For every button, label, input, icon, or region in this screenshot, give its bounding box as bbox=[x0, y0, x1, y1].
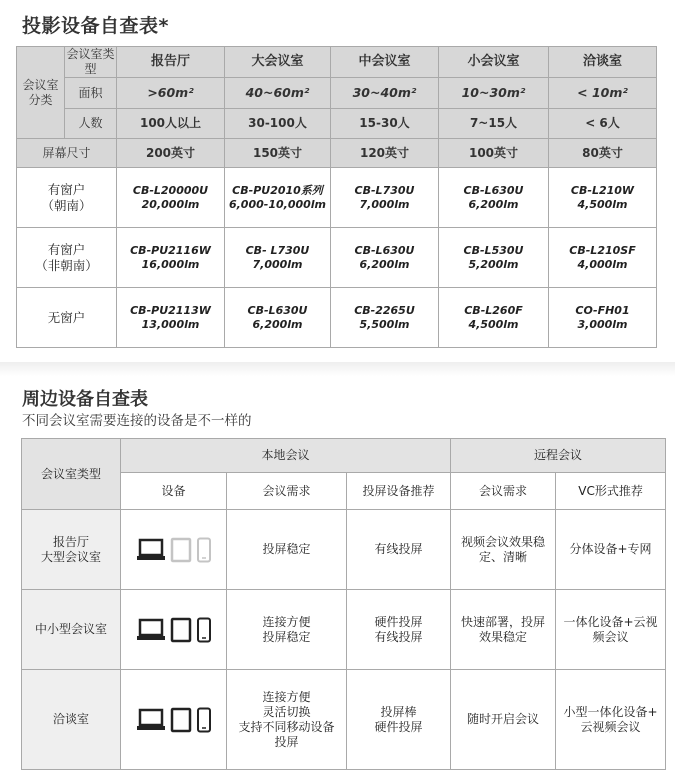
people-value: 100人以上 bbox=[117, 109, 225, 139]
section1-title: 投影设备自查表* bbox=[22, 15, 169, 37]
model-cell: CB-L530U 5,200lm bbox=[439, 228, 549, 288]
projection-cell: 硬件投屏 有线投屏 bbox=[347, 590, 451, 670]
section-divider bbox=[0, 362, 675, 376]
local-need-cell: 连接方便 投屏稳定 bbox=[227, 590, 347, 670]
vc-label: VC形式推荐 bbox=[556, 473, 666, 510]
col-header: 中会议室 bbox=[331, 47, 439, 78]
peripheral-checklist-table bbox=[21, 438, 666, 770]
model-cell: CO-FH01 3,000lm bbox=[549, 288, 657, 348]
type-label: 会议室类型 bbox=[66, 47, 115, 76]
phone-icon bbox=[196, 617, 212, 643]
area-value: >60m² bbox=[117, 78, 225, 109]
model-cell: CB-L20000U 20,000lm bbox=[117, 168, 225, 228]
area-value: < 10m² bbox=[549, 78, 657, 109]
screen-value: 100英寸 bbox=[439, 139, 549, 168]
device-icons-cell bbox=[121, 510, 227, 590]
tablet-icon bbox=[170, 537, 192, 563]
local-need-cell: 连接方便 灵活切换 支持不同移动设备 投屏 bbox=[227, 670, 347, 770]
people-label: 人数 bbox=[65, 109, 117, 139]
people-value: 7~15人 bbox=[439, 109, 549, 139]
section2-subtitle: 不同会议室需要连接的设备是不一样的 bbox=[22, 413, 252, 429]
area-value: 30~40m² bbox=[331, 78, 439, 109]
screen-value: 150英寸 bbox=[225, 139, 331, 168]
people-value: 30-100人 bbox=[225, 109, 331, 139]
remote-need-cell: 随时开启会议 bbox=[451, 670, 556, 770]
area-value: 40~60m² bbox=[225, 78, 331, 109]
row-label-no-window: 无窗户 bbox=[17, 288, 117, 348]
row-label-non-south-window: 有窗户 （非朝南） bbox=[17, 228, 117, 288]
local-meeting-label: 本地会议 bbox=[121, 439, 451, 473]
phone-icon bbox=[196, 537, 212, 563]
col-header: 大会议室 bbox=[225, 47, 331, 78]
area-value: 10~30m² bbox=[439, 78, 549, 109]
remote-need-label: 会议需求 bbox=[451, 473, 556, 510]
model-cell: CB-PU2116W 16,000lm bbox=[117, 228, 225, 288]
vc-cell: 一体化设备+云视 频会议 bbox=[556, 590, 666, 670]
screen-label: 屏幕尺寸 bbox=[17, 139, 117, 168]
tablet-icon bbox=[170, 707, 192, 733]
model-cell: CB- L730U 7,000lm bbox=[225, 228, 331, 288]
people-value: 15-30人 bbox=[331, 109, 439, 139]
model-cell: CB-L630U 6,200lm bbox=[439, 168, 549, 228]
room-type-label: 会议室类型 bbox=[22, 439, 121, 510]
col-header: 洽谈室 bbox=[549, 47, 657, 78]
phone-icon bbox=[196, 707, 212, 733]
projection-cell: 投屏棒 硬件投屏 bbox=[347, 670, 451, 770]
device-icons-cell bbox=[121, 670, 227, 770]
laptop-icon bbox=[136, 618, 166, 642]
screen-value: 80英寸 bbox=[549, 139, 657, 168]
remote-meeting-label: 远程会议 bbox=[451, 439, 666, 473]
model-cell: CB-L210W 4,500lm bbox=[549, 168, 657, 228]
remote-need-cell: 视频会议效果稳 定、清晰 bbox=[451, 510, 556, 590]
model-cell: CB-2265U 5,500lm bbox=[331, 288, 439, 348]
col-header: 报告厅 bbox=[117, 47, 225, 78]
remote-need-cell: 快速部署，投屏 效果稳定 bbox=[451, 590, 556, 670]
projection-label: 投屏设备推荐 bbox=[347, 473, 451, 510]
model-cell: CB-PU2010系列 6,000-10,000lm bbox=[225, 168, 331, 228]
screen-value: 200英寸 bbox=[117, 139, 225, 168]
row-label-south-window: 有窗户 （朝南） bbox=[17, 168, 117, 228]
room-type-cell: 洽谈室 bbox=[22, 670, 121, 770]
model-cell: CB-L210SF 4,000lm bbox=[549, 228, 657, 288]
model-cell: CB-PU2113W 13,000lm bbox=[117, 288, 225, 348]
room-type-cell: 报告厅 大型会议室 bbox=[22, 510, 121, 590]
device-icons-cell bbox=[121, 590, 227, 670]
room-type-cell: 中小型会议室 bbox=[22, 590, 121, 670]
local-need-label: 会议需求 bbox=[227, 473, 347, 510]
projection-cell: 有线投屏 bbox=[347, 510, 451, 590]
people-value: < 6人 bbox=[549, 109, 657, 139]
vc-cell: 小型一体化设备+ 云视频会议 bbox=[556, 670, 666, 770]
model-cell: CB-L630U 6,200lm bbox=[225, 288, 331, 348]
col-header: 小会议室 bbox=[439, 47, 549, 78]
model-cell: CB-L630U 6,200lm bbox=[331, 228, 439, 288]
laptop-icon bbox=[136, 538, 166, 562]
model-cell: CB-L260F 4,500lm bbox=[439, 288, 549, 348]
classify-label: 会议室分类 bbox=[17, 47, 65, 139]
tablet-icon bbox=[170, 617, 192, 643]
model-cell: CB-L730U 7,000lm bbox=[331, 168, 439, 228]
laptop-icon bbox=[136, 708, 166, 732]
area-label: 面积 bbox=[65, 78, 117, 109]
projector-checklist-table bbox=[16, 46, 657, 348]
section2-title: 周边设备自查表 bbox=[22, 389, 148, 410]
local-need-cell: 投屏稳定 bbox=[227, 510, 347, 590]
vc-cell: 分体设备+专网 bbox=[556, 510, 666, 590]
device-label: 设备 bbox=[121, 473, 227, 510]
screen-value: 120英寸 bbox=[331, 139, 439, 168]
